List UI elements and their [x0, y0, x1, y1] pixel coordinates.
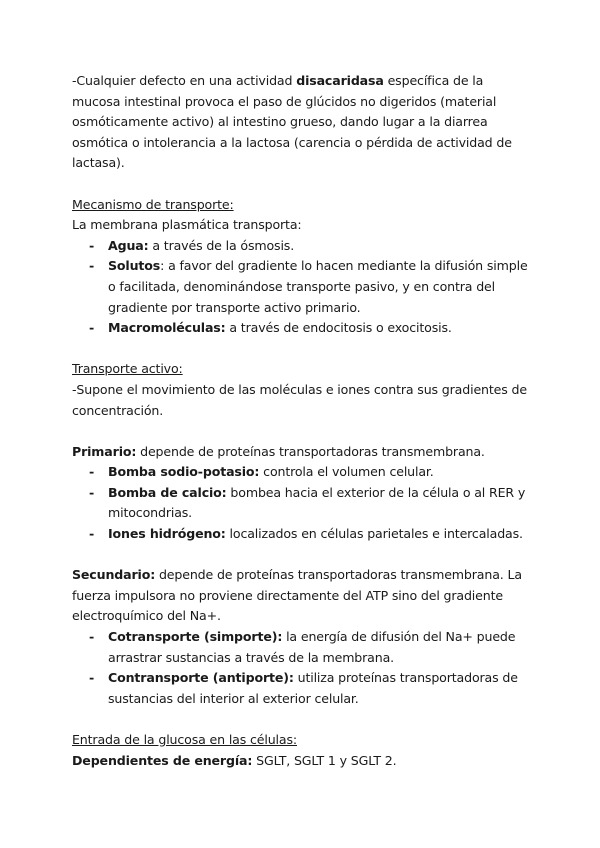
intro-rest: específica de la mucosa intestinal provoca el paso de glúcidos no digeridos (material osmóticamente activo) al intestino grueso, dando lugar a la diarrea osmótica o intolerancia a la lactosa (carencia o pérdida de actividad de lactasa). — [72, 73, 512, 171]
spacer — [72, 339, 534, 360]
list-item-term: Cotransporte (simporte): — [108, 629, 283, 645]
mecanismo-lead: La membrana plasmática transporta: — [72, 217, 302, 233]
list-item-text: la energía de difusión del Na+ puede arrastrar sustancias a través de la membrana. — [108, 629, 516, 665]
primario-list — [72, 462, 534, 544]
intro-paragraph — [72, 71, 534, 174]
list-item — [108, 462, 534, 483]
list-item-text: controla el volumen celular. — [259, 464, 434, 480]
list-item-text: utiliza proteínas transportadoras de sustancias del interior al exterior celular. — [108, 670, 518, 706]
list-item-text: a través de endocitosis o exocitosis. — [225, 320, 452, 336]
list-item — [108, 236, 534, 257]
list-item-text: : a favor del gradiente lo hacen mediante la difusión simple o facilitada, denominándose transporte pasivo, y en contra del gradiente por transporte activo primario. — [108, 258, 528, 315]
list-item — [108, 483, 534, 524]
primario-term: Primario: — [72, 443, 137, 459]
spacer — [72, 709, 534, 730]
mecanismo-heading: Mecanismo de transporte: — [72, 196, 234, 212]
spacer — [72, 421, 534, 442]
document-page — [72, 71, 534, 771]
list-item-term: Iones hidrógeno: — [108, 526, 226, 542]
list-item-term: Agua: — [108, 237, 149, 253]
list-item-text: bombea hacia el exterior de la célula o al RER y mitocondrias. — [108, 484, 526, 521]
list-item-term: Contransporte (antiporte): — [108, 670, 294, 686]
glucosa-paragraph — [72, 751, 534, 772]
secundario-paragraph — [72, 565, 534, 627]
list-item — [108, 256, 534, 318]
primario-text: depende de proteínas transportadoras transmembrana. — [136, 443, 485, 459]
activo-paragraph: -Supone el movimiento de las moléculas e iones contra sus gradientes de concentración. — [72, 381, 527, 418]
spacer — [72, 545, 534, 566]
activo-heading: Transporte activo: — [72, 361, 183, 377]
glucosa-term: Dependientes de energía: — [72, 752, 253, 768]
intro-prefix: -Cualquier defecto en una actividad — [72, 73, 297, 88]
list-item-term: Bomba de calcio: — [108, 484, 227, 500]
list-item — [108, 524, 534, 545]
glucosa-text: SGLT, SGLT 1 y SGLT 2. — [252, 752, 397, 768]
list-item — [108, 668, 534, 709]
mecanismo-list — [72, 236, 534, 339]
spacer — [72, 174, 534, 195]
glucosa-heading: Entrada de la glucosa en las células: — [72, 732, 297, 747]
secundario-term: Secundario: — [72, 567, 156, 583]
intro-bold-term: disacaridasa — [296, 73, 384, 88]
list-item-term: Macromoléculas: — [108, 320, 226, 336]
list-item-term: Solutos — [108, 258, 161, 274]
list-item-text: localizados en células parietales e intercaladas. — [225, 526, 523, 542]
secundario-text: depende de proteínas transportadoras transmembrana. La fuerza impulsora no proviene directamente del ATP sino del gradiente electroquímico del Na+. — [72, 567, 522, 624]
secundario-list — [72, 627, 534, 709]
list-item-term: Bomba sodio-potasio: — [108, 464, 260, 480]
list-item — [108, 318, 534, 339]
list-item-text: a través de la ósmosis. — [148, 237, 295, 253]
primario-paragraph — [72, 442, 534, 463]
list-item — [108, 627, 534, 668]
